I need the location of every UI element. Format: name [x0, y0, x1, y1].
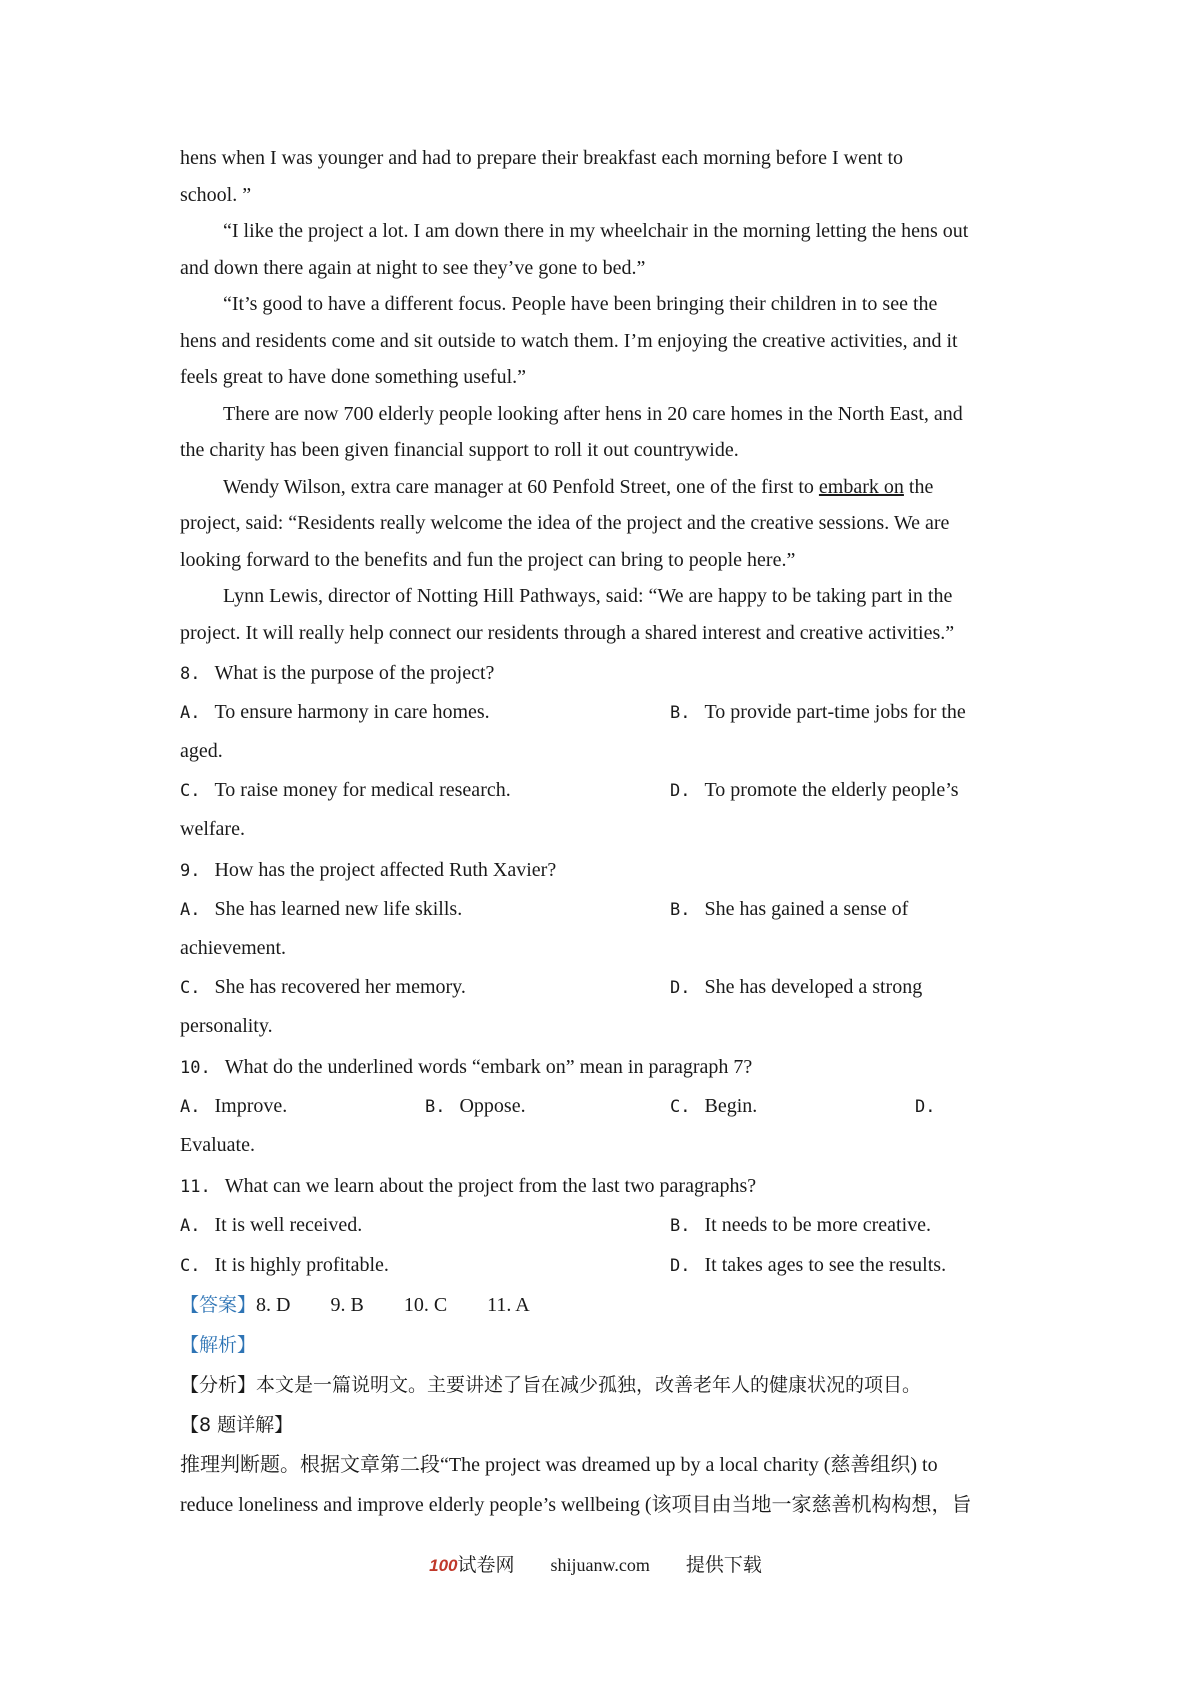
- answer-item: 11. A: [487, 1294, 530, 1316]
- passage-line: Lynn Lewis, director of Notting Hill Pathways, said: “We are happy to be taking part in the: [223, 585, 953, 607]
- question-10: [180, 1049, 1016, 1086]
- passage-line: project. It will really help connect our residents through a shared interest and creative activities.”: [180, 621, 955, 644]
- passage-text: the: [903, 475, 934, 498]
- question-8: [180, 655, 1016, 692]
- site-tagline: 提供下载: [685, 1554, 762, 1576]
- question-9: [180, 852, 1016, 889]
- question-stem: What is the purpose of the project?: [214, 662, 495, 684]
- option-b-wrap: aged.: [180, 740, 223, 762]
- question-11: [180, 1168, 1016, 1205]
- page-footer: [0, 1552, 1191, 1579]
- option-c[interactable]: C. She has recovered her memory.: [180, 976, 466, 998]
- answer-row: [180, 1285, 1016, 1325]
- detail-line: reduce loneliness and improve elderly people’s wellbeing (该项目由当地一家慈善机构构想，旨: [180, 1494, 972, 1516]
- question-stem: How has the project affected Ruth Xavier?: [214, 859, 557, 881]
- option-a[interactable]: A. To ensure harmony in care homes.: [180, 701, 490, 723]
- passage-text: Wendy Wilson, extra care manager at 60 Penfold Street, one of the first to: [223, 475, 819, 498]
- option-d[interactable]: D.: [915, 1097, 936, 1117]
- option-row: [180, 1205, 1016, 1245]
- passage-line: [180, 469, 1016, 506]
- answer-item: 9. B: [330, 1294, 364, 1316]
- option-d[interactable]: D. It takes ages to see the results.: [670, 1254, 947, 1276]
- option-b[interactable]: B. Oppose.: [425, 1095, 526, 1117]
- document-page: [180, 140, 1016, 1525]
- question-number: 9.: [180, 861, 201, 881]
- option-row: [180, 967, 1016, 1007]
- option-b[interactable]: B. She has gained a sense of: [670, 898, 909, 920]
- option-d[interactable]: D. She has developed a strong: [670, 976, 923, 998]
- passage-line: feels great to have done something useful.”: [180, 366, 526, 388]
- passage-line: looking forward to the benefits and fun the project can bring to people here.”: [180, 548, 796, 571]
- option-b[interactable]: B. To provide part-time jobs for the: [670, 701, 966, 723]
- passage-line: “It’s good to have a different focus. People have been bringing their children in to see the: [223, 293, 938, 315]
- option-row: [180, 692, 1016, 732]
- option-row: [180, 1245, 1016, 1285]
- question-number: 8.: [180, 664, 201, 684]
- passage-line: hens when I was younger and had to prepare their breakfast each morning before I went to: [180, 147, 904, 169]
- passage-line: hens and residents come and sit outside to watch them. I’m enjoying the creative activities, and it: [180, 329, 958, 352]
- option-d-wrap: Evaluate.: [180, 1134, 255, 1156]
- option-c[interactable]: C. Begin.: [670, 1095, 758, 1117]
- question-stem: What can we learn about the project from the last two paragraphs?: [224, 1175, 757, 1197]
- question-number: 10.: [180, 1058, 211, 1078]
- site-domain[interactable]: shijuanw.com: [550, 1555, 650, 1575]
- option-c[interactable]: C. To raise money for medical research.: [180, 779, 511, 801]
- option-a[interactable]: A. It is well received.: [180, 1214, 363, 1236]
- option-row: [180, 770, 1016, 810]
- option-b-wrap: achievement.: [180, 937, 287, 959]
- passage-line: and down there again at night to see they’ve gone to bed.”: [180, 256, 646, 279]
- option-a[interactable]: A. Improve.: [180, 1095, 288, 1117]
- option-d-wrap: welfare.: [180, 818, 245, 840]
- detail-title: 【8 题详解】: [180, 1414, 294, 1436]
- answer-item: 8. D: [256, 1294, 291, 1316]
- site-logo: 100: [429, 1556, 458, 1575]
- detail-line: 推理判断题。根据文章第二段“The project was dreamed up by a local charity (慈善组织) to: [180, 1454, 938, 1476]
- underlined-phrase: embark on: [818, 475, 904, 498]
- option-d[interactable]: D. To promote the elderly people’s: [670, 779, 959, 801]
- analysis-label: 【解析】: [180, 1334, 257, 1356]
- question-number: 11.: [180, 1177, 211, 1197]
- answer-item: 10. C: [403, 1294, 448, 1316]
- analysis-summary: 【分析】本文是一篇说明文。主要讲述了旨在减少孤独，改善老年人的健康状况的项目。: [180, 1374, 922, 1396]
- passage-line: There are now 700 elderly people looking after hens in 20 care homes in the North East, and: [223, 402, 963, 425]
- option-row: [180, 1086, 1016, 1126]
- option-row: [180, 889, 1016, 929]
- passage-line: school. ”: [180, 183, 252, 206]
- site-name: 试卷网: [457, 1554, 515, 1576]
- option-d-wrap: personality.: [180, 1015, 273, 1037]
- passage-line: the charity has been given financial support to roll it out countrywide.: [180, 439, 739, 461]
- answer-label: 【答案】: [180, 1294, 257, 1316]
- option-a[interactable]: A. She has learned new life skills.: [180, 898, 463, 920]
- option-b[interactable]: B. It needs to be more creative.: [670, 1214, 932, 1236]
- option-c[interactable]: C. It is highly profitable.: [180, 1254, 389, 1276]
- passage-line: project, said: “Residents really welcome the idea of the project and the creative sessions. We are: [180, 512, 950, 534]
- passage-line: “I like the project a lot. I am down there in my wheelchair in the morning letting the hens out: [223, 220, 969, 242]
- question-stem: What do the underlined words “embark on” mean in paragraph 7?: [224, 1056, 753, 1078]
